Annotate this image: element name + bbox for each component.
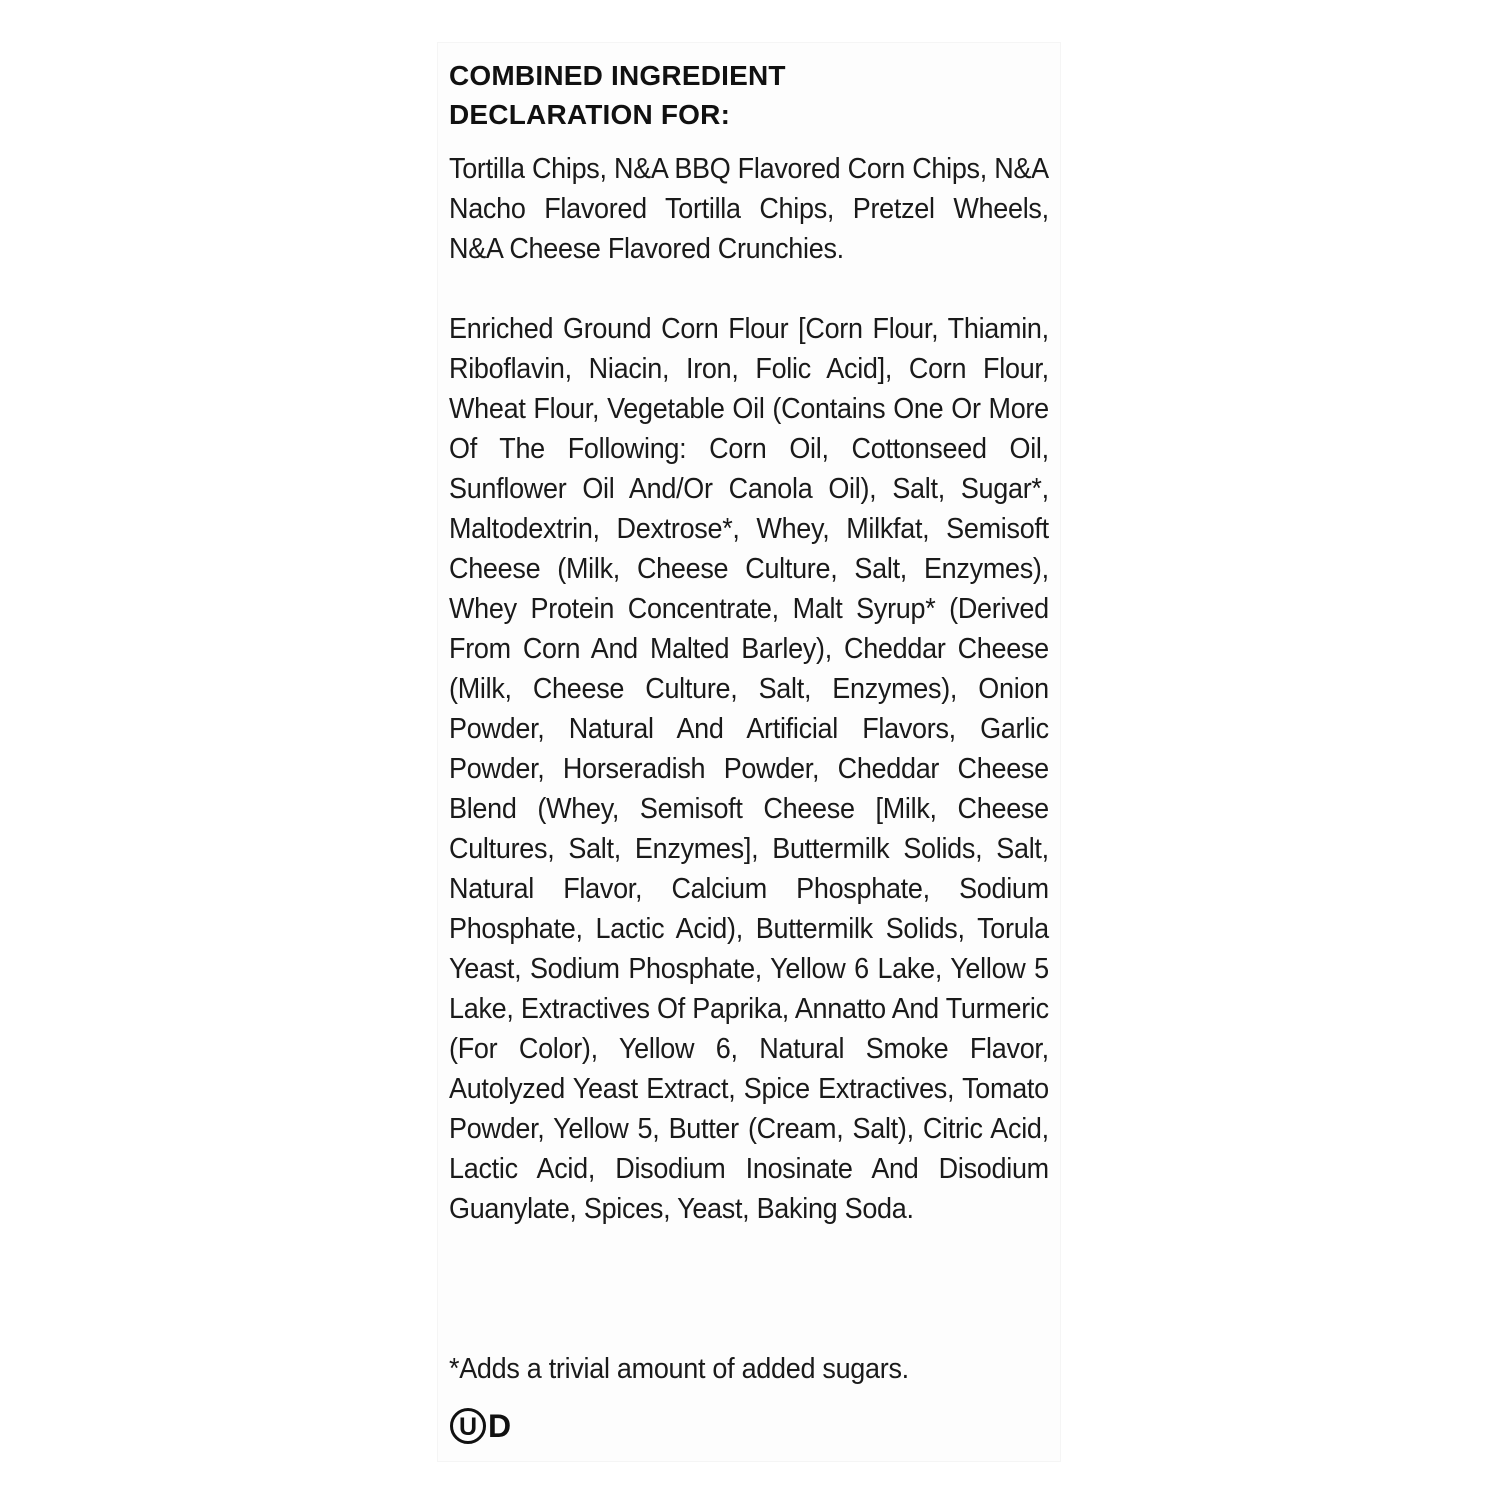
kosher-dairy-letter: D bbox=[488, 1408, 512, 1444]
sugar-footnote: *Adds a trivial amount of added sugars. bbox=[449, 1353, 909, 1385]
product-list: Tortilla Chips, N&A BBQ Flavored Corn Chips, N&A Nacho Flavored Tortilla Chips, Pretzel Wheels, N&A Cheese Flavored Crunchies. bbox=[449, 153, 1049, 265]
ou-circle-icon bbox=[449, 1407, 487, 1445]
heading-line-2: DECLARATION FOR: bbox=[449, 99, 731, 130]
label-heading bbox=[449, 56, 1049, 134]
kosher-circle-letter: U bbox=[458, 1413, 478, 1441]
kosher-symbol bbox=[449, 1406, 511, 1446]
heading-line-1: COMBINED INGREDIENT bbox=[449, 60, 786, 91]
ingredient-list: Enriched Ground Corn Flour [Corn Flour, Thiamin, Riboflavin, Niacin, Iron, Folic Acid], Corn Flour, Wheat Flour, Vegetable Oil (Contains One Or More Of The Following: Corn Oil, Cottonseed Oil, Sunflower Oil And/Or Canola Oil), Salt, Sugar*, Maltodextrin, Dextrose*, Whey, Milkfat, Semisoft Cheese (Milk, Cheese Culture, Salt, Enzymes), Whey Protein Concentrate, Malt Syrup* (Derived From Corn And Malted Barley), Cheddar Cheese (Milk, Cheese Culture, Salt, Enzymes), Onion Powder, Natural And Artificial Flavors, Garlic Powder, Horseradish Powder, Cheddar Cheese Blend (Whey, Semisoft Cheese [Milk, Cheese Cultures, Salt, Enzymes], Buttermilk Solids, Salt, Natural Flavor, Calcium Phosphate, Sodium Phosphate, Lactic Acid), Buttermilk Solids, Torula Yeast, Sodium Phosphate, Yellow 6 Lake, Yellow 5 Lake, Extractives Of Paprika, Annatto And Turmeric (For Color), Yellow 6, Natural Smoke Flavor, Autolyzed Yeast Extract, Spice Extractives, Tomato Powder, Yellow 5, Butter (Cream, Salt), Citric Acid, Lactic Acid, Disodium Inosinate And Disodium Guanylate, Spices, Yeast, Baking Soda. bbox=[449, 313, 1049, 1225]
